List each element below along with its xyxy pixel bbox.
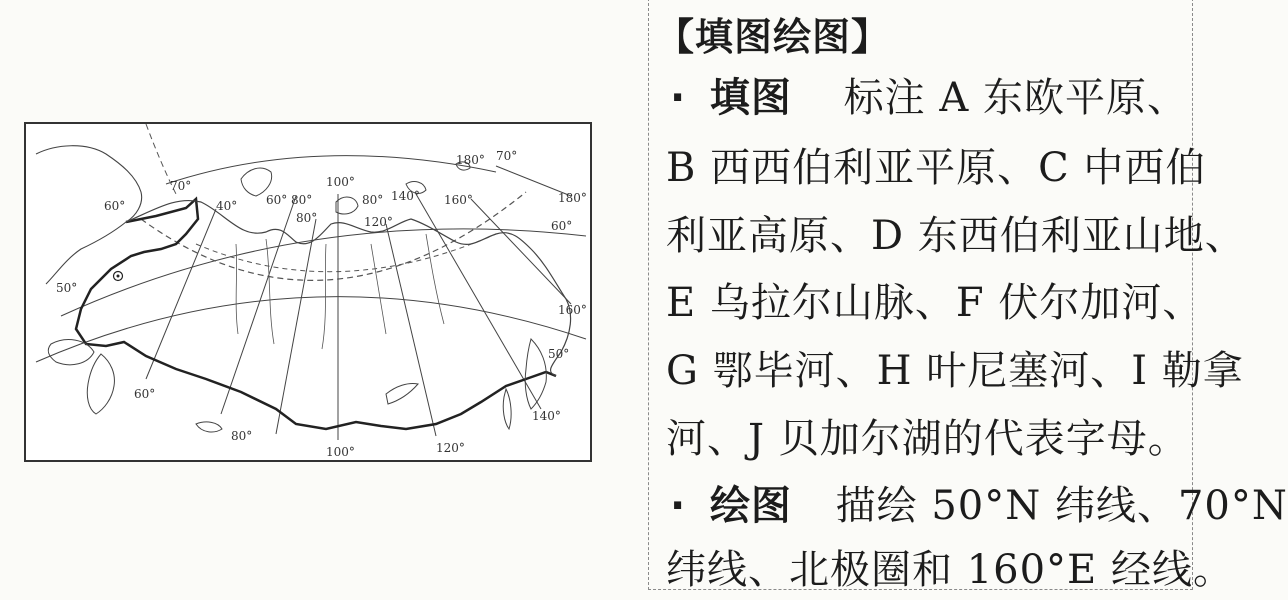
label-top-140: 140° [391,189,420,203]
parallel-50 [36,297,586,362]
label-right-180: 180° [558,191,587,205]
label-top-60: 60° [266,193,288,207]
fill-section-line1 [670,66,1188,123]
novaya-zemlya [241,168,272,196]
section-title: 【填图绘图】 [656,15,891,59]
meridian-120 [386,224,436,436]
label-left-60: 60° [134,387,156,401]
fill-text-1: 标注 A 东欧平原、 [843,75,1188,121]
label-top-80c: 80° [362,193,384,207]
meridian-160 [471,199,571,304]
label-west-60: 60° [104,199,126,213]
label-lon-40: 40° [216,199,238,213]
fill-text-5: G 鄂毕河、H 叶尼塞河、I 勒拿 [666,348,1244,394]
fill-text-3: 利亚高原、D 东西伯利亚山地、 [666,213,1246,259]
map-panel [24,122,592,462]
sakhalin [503,389,511,429]
draw-text-1: 描绘 50°N 纬线、70°N [835,483,1288,529]
fill-text-4: E 乌拉尔山脉、F 伏尔加河、 [666,280,1204,326]
parallel-60 [61,229,586,316]
label-top-80a: 80° [291,193,313,207]
meridian-40 [146,209,216,379]
fill-bullet: · [670,75,687,121]
fill-text-6: 河、J 贝加尔湖的代表字母。 [666,416,1189,462]
draw-section-line1 [670,474,1288,531]
label-top-180: 180° [456,153,485,167]
label-top-70: 70° [496,149,518,163]
caspian-sea [87,354,114,414]
draw-bullet: · [670,483,687,529]
meridian-80 [276,219,316,434]
lake-balkhash [196,422,222,432]
fill-heading: 填图 [709,75,792,121]
label-top-120: 120° [364,215,393,229]
label-left-50: 50° [56,281,78,295]
lake-baikal [386,383,418,404]
fill-text-2: B 西西伯利亚平原、C 中西伯 [666,145,1207,191]
central-siberia-rivers [371,234,444,334]
draw-heading: 绘图 [709,483,792,529]
label-bottom-120: 120° [436,441,465,455]
severnaya-zemlya [336,197,358,214]
label-right-160: 160° [558,303,587,317]
label-top-80b: 80° [296,211,318,225]
label-bottom-80: 80° [231,429,253,443]
label-top-100: 100° [326,175,355,189]
label-bottom-100: 100° [326,445,355,459]
scandinavia-coast [36,146,142,284]
label-right-50: 50° [548,347,570,361]
label-right-140: 140° [532,409,561,423]
label-right-60: 60° [551,219,573,233]
label-west-70: 70° [170,179,192,193]
label-top-160: 160° [444,193,473,207]
moscow-marker-dot [117,275,120,278]
draw-text-2: 纬线、北极圈和 160°E 经线。 [666,547,1234,593]
russia-map [26,124,590,460]
